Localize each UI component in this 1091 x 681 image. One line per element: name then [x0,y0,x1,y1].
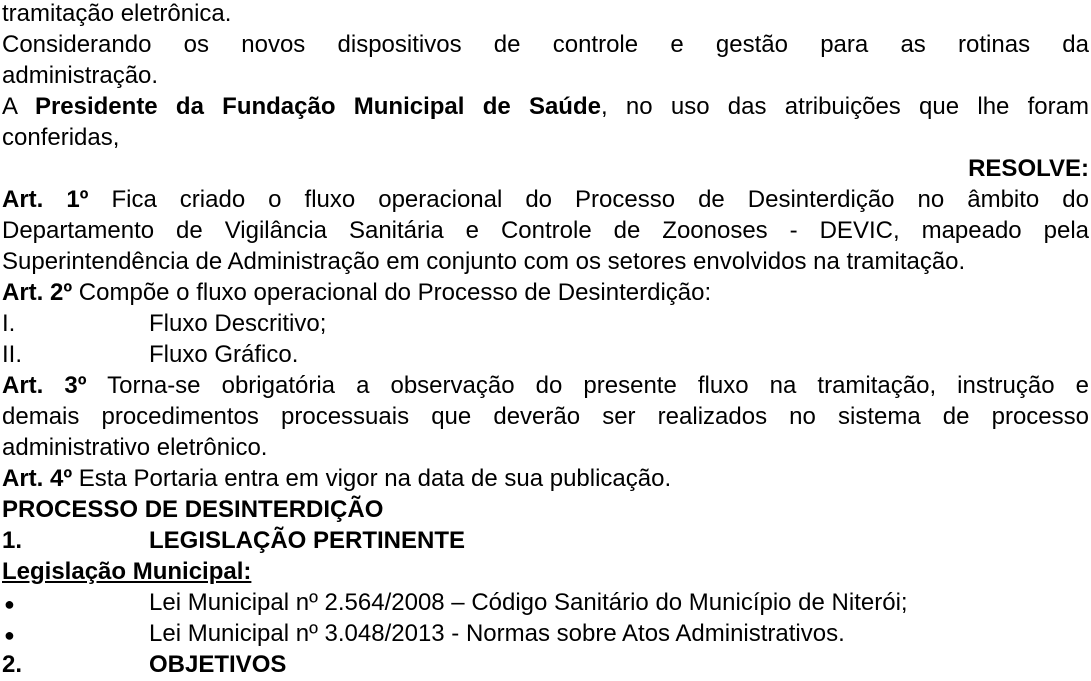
text-line-conferidas: conferidas, [2,124,120,151]
section-1-title: LEGISLAÇÃO PERTINENTE [149,527,466,554]
art2-line [2,277,1089,308]
art1-text1: Fica criado o fluxo operacional do Processo de Desinterdição no âmbito do [88,186,1089,213]
text-line-administracao: administração. [2,62,159,89]
bullet-item-2-text: Lei Municipal nº 3.048/2013 - Normas sobre Atos Administrativos. [149,620,845,647]
art1-line3: Superintendência de Administração em conjunto com os setores envolvidos na tramitação. [2,248,966,275]
art2-item-2-text: Fluxo Gráfico. [149,341,299,368]
art3-line2: demais procedimentos processuais que deverão ser realizados no sistema de processo [2,403,1089,430]
text-line-tramitacao: tramitação eletrônica. [2,0,232,27]
section-2-number: 2. [2,651,23,678]
resolve-heading: RESOLVE: [968,155,1089,182]
bullet-icon: ● [4,625,15,645]
section-2-heading [2,649,1089,680]
section-1-number: 1. [2,527,23,554]
art3-line3: administrativo eletrônico. [2,434,268,461]
bullet-item-1 [2,587,1089,618]
section-title: PROCESSO DE DESINTERDIÇÃO [2,496,384,523]
art2-item-1 [2,308,1089,339]
art2-label: Art. 2º [2,279,73,306]
section-1-heading [2,525,1089,556]
text-line-considerando: Considerando os novos dispositivos de controle e gestão para as rotinas da [2,31,1089,58]
presidente-suffix: , no uso das atribuições que lhe foram [600,93,1089,120]
art2-text: Compõe o fluxo operacional do Processo de Desinterdição: [72,279,712,306]
art3-text1: Torna-se obrigatória a observação do presente fluxo na tramitação, instrução e [86,372,1089,399]
art1-label: Art. 1º [2,186,89,213]
art4-line [2,463,1089,494]
bullet-icon: ● [4,594,15,614]
art2-item-1-marker: I. [2,310,16,337]
art2-item-2 [2,339,1089,370]
presidente-paragraph-line [2,91,1089,122]
section-2-title: OBJETIVOS [149,651,287,678]
art4-label: Art. 4º [2,465,73,492]
art2-item-2-marker: II. [2,341,23,368]
art1-line1 [2,184,1089,215]
art3-label: Art. 3º [2,372,87,399]
bullet-item-2 [2,618,1089,649]
bullet-item-1-text: Lei Municipal nº 2.564/2008 – Código Sanitário do Município de Niterói; [149,589,908,616]
art3-line1 [2,370,1089,401]
presidente-title: Presidente da Fundação Municipal de Saúde [34,93,601,120]
art1-line2: Departamento de Vigilância Sanitária e Controle de Zoonoses - DEVIC, mapeado pela [2,217,1089,244]
art2-item-1-text: Fluxo Descritivo; [149,310,327,337]
legislacao-municipal-heading: Legislação Municipal: [2,558,252,585]
presidente-prefix: A [2,93,35,120]
art4-text: Esta Portaria entra em vigor na data de sua publicação. [72,465,672,492]
